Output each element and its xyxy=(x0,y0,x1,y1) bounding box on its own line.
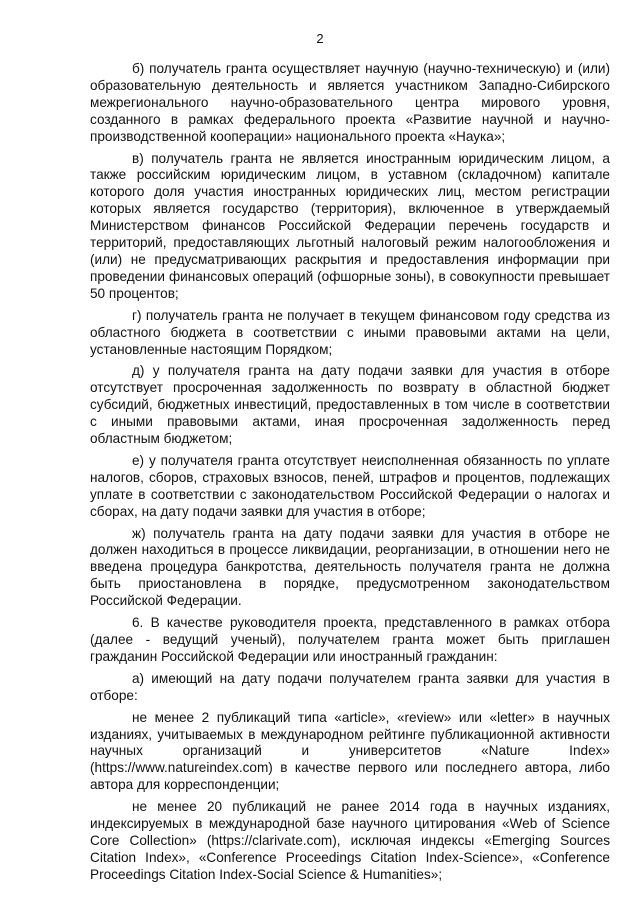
document-body xyxy=(90,61,610,889)
paragraph-b: б) получатель гранта осуществляет научную (научно-техническую) и (или) образовательную деятельность и является участником Западно-Сибирского межрегионального научно-образовательного центра мирового уровня, созданного в рамках федерального проекта «Развитие научной и научно-производственной кооперации» национального проекта «Наука»; xyxy=(90,61,610,144)
paragraph-zh: ж) получатель гранта на дату подачи заявки для участия в отборе не должен находиться в процессе ликвидации, реорганизации, в отношении него не введена процедура банкротства, деятельность получателя гранта не должна быть приостановлена в порядке, предусмотренном законодательством Российской Федерации. xyxy=(90,525,610,609)
paragraph-v: в) получатель гранта не является иностранным юридическим лицом, а также российским юридическим лицом, в уставном (складочном) капитале которого доля участия иностранных юридических лиц, местом регистрации которых является государство (территория), включенное в утверждаемый Министерством финансов Российской Федерации перечень государств и территорий, предоставляющих льготный налоговый режим налогообложения и (или) не предусматривающих раскрытия и предоставления информации при проведении финансовых операций (офшорные зоны), в совокупности превышает 50 процентов; xyxy=(90,150,610,301)
paragraph-a: а) имеющий на дату подачи получателем гранта заявки для участия в отборе: xyxy=(90,670,610,703)
paragraph-nature-index: не менее 2 публикаций типа «article», «review» или «letter» в научных изданиях, учитываемых в международном рейтинге публикационной активности научных организаций и университетов «Nature Index» (https://www.natureindex.com) в качестве первого или последнего автора, либо автора для корреспонденции; xyxy=(90,709,610,793)
page-number: 2 xyxy=(316,31,324,46)
paragraph-g: г) получатель гранта не получает в текущем финансовом году средства из областного бюджета в соответствии с иными правовыми актами на цели, установленные настоящим Порядком; xyxy=(90,307,610,357)
paragraph-d: д) у получателя гранта на дату подачи заявки для участия в отборе отсутствует просроченная задолженность по возврату в областной бюджет субсидий, бюджетных инвестиций, предоставленных в том числе в соответствии с иными правовыми актами, иная просроченная задолженность перед областным бюджетом; xyxy=(90,363,610,447)
paragraph-web-of-science: не менее 20 публикаций не ранее 2014 года в научных изданиях, индексируемых в международной базе научного цитирования «Web of Science Core Collection» (https://clarivate.com), исключая индексы «Emerging Sources Citation Index», «Conference Proceedings Citation Index-Science», «Conference Proceedings Citation Index-Social Science & Humanities»; xyxy=(90,799,610,882)
paragraph-e: е) у получателя гранта отсутствует неисполненная обязанность по уплате налогов, сборов, страховых взносов, пеней, штрафов и процентов, подлежащих уплате в соответствии с законодательством Российской Федерации о налогах и сборах, на дату подачи заявки для участия в отборе; xyxy=(90,452,610,519)
paragraph-6: 6. В качестве руководителя проекта, представленного в рамках отбора (далее - ведущий ученый), получателем гранта может быть приглашен гражданин Российской Федерации или иностранный гражданин: xyxy=(90,615,610,664)
